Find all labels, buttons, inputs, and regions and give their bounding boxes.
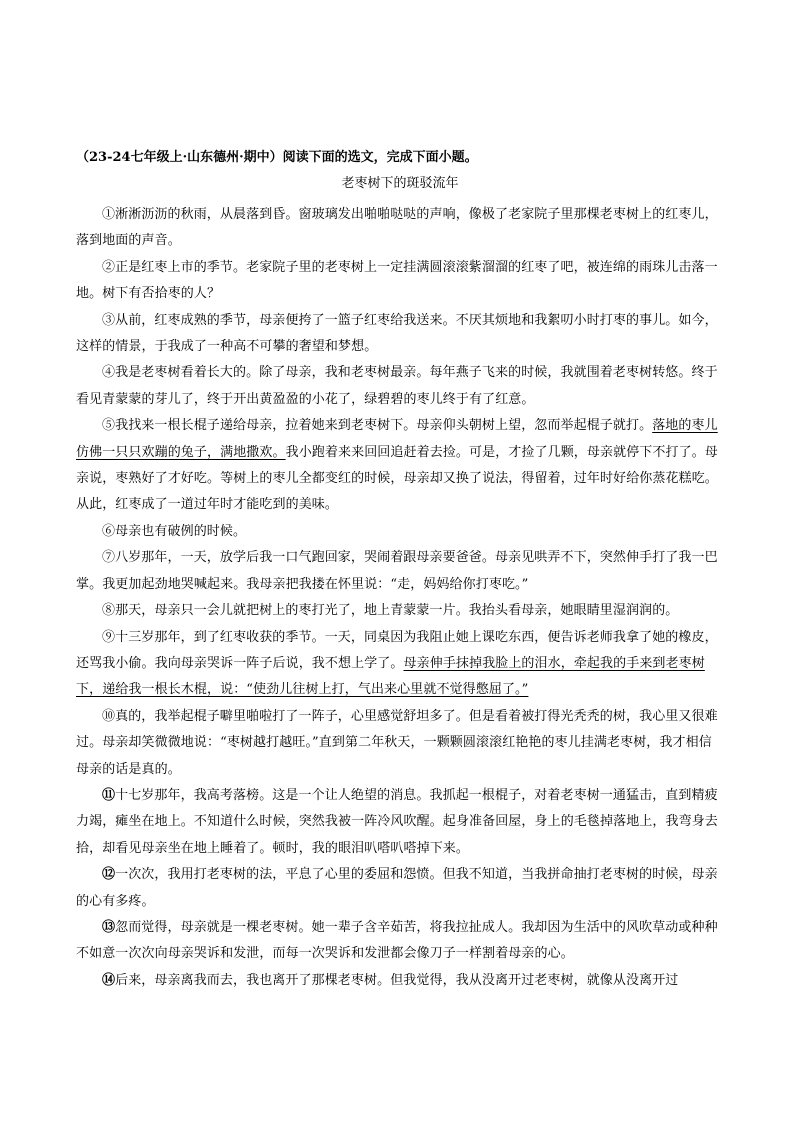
- paragraph-text: ③从前，红枣成熟的季节，母亲便挎了一篮子红枣给我送来。不厌其烦地和我絮叨小时打枣的事儿。如今，这样的情景，于我成了一种高不可攀的奢望和梦想。: [76, 312, 718, 355]
- article-paragraph: [76, 704, 724, 783]
- paragraph-text: 我小跑着来来回回追赶着去捡。可是，才捡了几颗，母亲就停下不打了。母亲说，枣熟好了才好吃。等树上的枣儿全都变红的时候，母亲却又换了说法，得留着，过年时好给你蒸花糕吃。从此，红枣成了一道过年时才能吃到的美味。: [76, 444, 718, 513]
- paragraph-text: ⑦八岁那年，一天，放学后我一口气跑回家，哭闹着跟母亲要爸爸。母亲见哄弄不下，突然伸手打了我一巴掌。我更加起劲地哭喊起来。我母亲把我搂在怀里说：“走，妈妈给你打枣吃。”: [76, 550, 718, 592]
- paragraph-number: ⑬: [102, 919, 116, 935]
- article-paragraph: [76, 413, 724, 519]
- paragraph-text: ⑩真的，我举起棍子噼里啪啦打了一阵子，心里感觉舒坦多了。但是看着被打得光秃秃的树，我心里又很难过。母亲却笑微微地说：“枣树越打越旺。”直到第二年秋天，一颗颗圆滚滚红艳艳的枣儿挂满老枣树，我才相信母亲的话是真的。: [76, 708, 718, 777]
- paragraph-text: 一次次，我用打老枣树的法，平息了心里的委屈和怨愤。但我不知道，当我拼命抽打老枣树的时候，母亲的心有多疼。: [76, 867, 718, 909]
- article-title: 老枣树下的斑驳流年: [341, 176, 459, 191]
- paragraph-text: ⑧那天，母亲只一会儿就把树上的枣打光了，地上青蒙蒙一片。我抬头看母亲，她眼睛里湿润润的。: [102, 603, 679, 619]
- article-paragraph: [76, 545, 724, 598]
- question-header: （23-24七年级上·山东德州·期中）阅读下面的选文，完成下面小题。: [76, 150, 478, 165]
- article-paragraph: [76, 783, 724, 862]
- article-paragraph: [76, 915, 724, 968]
- paragraph-text: ⑥母亲也有破例的时候。: [102, 523, 247, 539]
- article-paragraph: [76, 360, 724, 413]
- paragraph-text: ⑨十三岁那年，到了红枣收获的季节。一天，同桌因为我阻止她上课吃东西，便告诉老师我拿了她的橡皮，还骂我小偷。我向母亲哭诉一阵子后说，我不想上学了。: [76, 629, 718, 671]
- paragraph-number: ⑭: [102, 972, 116, 988]
- paragraph-text: 十七岁那年，我高考落榜。这是一个让人绝望的消息。我抓起一根棍子，对着老枣树一通猛击，直到精疲力竭，瘫坐在地上。不知道什么时候，突然我被一阵冷风吹醒。起身准备回屋，身上的毛毯掉落地上，我弯身去拾，却看见母亲坐在地上睡着了。顿时，我的眼泪叭嗒叭嗒掉下来。: [76, 787, 718, 856]
- document-content: [76, 148, 724, 994]
- article-paragraph: [76, 255, 724, 308]
- article-paragraph: [76, 202, 724, 255]
- paragraph-number: ⑫: [102, 867, 116, 883]
- article-paragraph: [76, 519, 724, 545]
- article-paragraph: [76, 968, 724, 994]
- paragraph-text: ④我是老枣树看着长大的。除了母亲，我和老枣树最亲。每年燕子飞来的时候，我就围着老枣树转悠。终于看见青蒙蒙的芽儿了，终于开出黄盈盈的小花了，绿碧碧的枣儿终于有了红意。: [76, 365, 718, 407]
- paragraph-text: ②正是红枣上市的季节。老家院子里的老枣树上一定挂满圆滚滚紫溜溜的红枣了吧，被连绵的雨珠儿击落一地。树下有否拾枣的人？: [76, 259, 718, 302]
- paragraph-text: ①淅淅沥沥的秋雨，从晨落到昏。窗玻璃发出啪啪哒哒的声响，像极了老家院子里那棵老枣树上的红枣儿，落到地面的声音。: [76, 207, 718, 249]
- article-paragraph: [76, 308, 724, 361]
- article-paragraph: [76, 862, 724, 915]
- paragraph-text: 忽而觉得，母亲就是一棵老枣树。她一辈子含辛茹苦，将我拉扯成人。我却因为生活中的风吹草动或种种不如意一次次向母亲哭诉和发泄，而每一次哭诉和发泄都会像刀子一样割着母亲的心。: [76, 919, 718, 962]
- article-body: [76, 202, 724, 994]
- underlined-sentence: 落地的枣儿仿佛一只只欢蹦的兔子，满地撒欢。: [76, 418, 718, 460]
- paragraph-text: ⑤我找来一根长棍子递给母亲，拉着她来到老枣树下。母亲仰头朝树上望，忽而举起棍子就打。: [102, 418, 653, 434]
- article-paragraph: [76, 625, 724, 704]
- article-paragraph: [76, 598, 724, 624]
- paragraph-text: 后来，母亲离我而去，我也离开了那棵老枣树。但我觉得，我从没离开过老枣树，就像从没离开过: [115, 972, 679, 988]
- underlined-sentence: 母亲伸手抹掉我脸上的泪水，牵起我的手来到老枣树下，递给我一根长木棍，说：“使劲儿往树上打，气出来心里就不觉得憋屈了。”: [76, 655, 705, 698]
- paragraph-number: ⑪: [102, 787, 116, 803]
